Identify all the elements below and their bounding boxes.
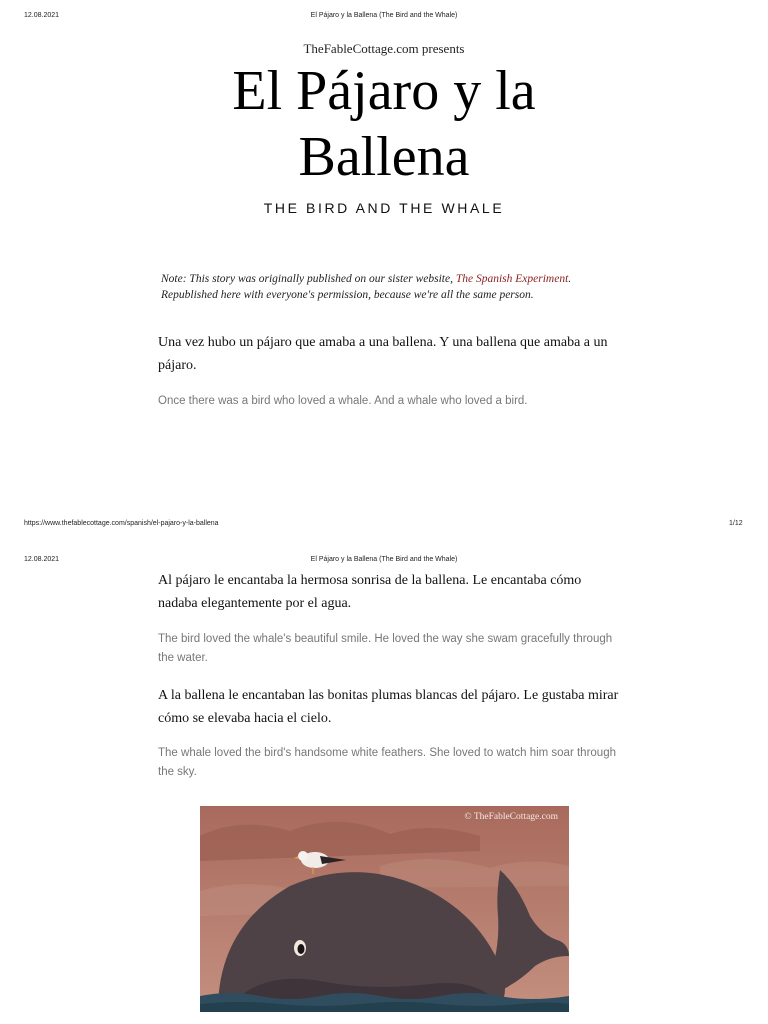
paragraph-spanish-2: Al pájaro le encantaba la hermosa sonrisa de la ballena. Le encantaba cómo nadaba elegantemente por el agua.: [158, 573, 582, 611]
note-prefix: Note: This story was originally published on our sister website,: [161, 273, 456, 285]
whale-and-bird-illustration: [200, 806, 569, 1012]
print-date-page-2: 12.08.2021: [24, 556, 60, 563]
paragraph-spanish-1: Una vez hubo un pájaro que amaba a una ballena. Y una ballena que amaba a un pájaro.: [158, 335, 608, 373]
image-watermark: © TheFableCottage.com: [464, 812, 558, 822]
print-title: El Pájaro y la Ballena (The Bird and the Whale): [310, 12, 458, 19]
footer-url: https://www.thefablecottage.com/spanish/el-pajaro-y-la-ballena: [24, 520, 219, 527]
page-title: [0, 58, 768, 190]
paragraph-spanish-3: A la ballena le encantaban las bonitas plumas blancas del pájaro. Le gustaba mirar cómo se elevaba hacia el cielo.: [158, 688, 619, 726]
paragraph-english-3: The whale loved the bird's handsome white feathers. She loved to watch him soar through the sky.: [158, 747, 616, 778]
print-date: 12.08.2021: [24, 12, 60, 19]
note-line-2: Republished here with everyone's permission, because we're all the same person.: [161, 289, 534, 301]
print-title-page-2: El Pájaro y la Ballena (The Bird and the Whale): [310, 556, 458, 563]
page-subtitle: THE BIRD AND THE WHALE: [263, 200, 505, 216]
presents-line: TheFableCottage.com presents: [303, 41, 465, 56]
whale-pupil-icon: [298, 944, 305, 954]
note-period: .: [568, 273, 572, 285]
paragraph-english-1: Once there was a bird who loved a whale. And a whale who loved a bird.: [158, 395, 528, 407]
illustration-svg: [200, 806, 569, 1012]
spanish-experiment-link[interactable]: The Spanish Experiment: [455, 273, 569, 285]
title-line-2: Ballena: [298, 126, 470, 188]
bird-head-icon: [298, 851, 308, 861]
publication-note: [161, 271, 621, 303]
footer-page-number: 1/12: [729, 520, 743, 527]
title-line-1: El Pájaro y la: [232, 60, 536, 122]
paragraph-english-2: The bird loved the whale's beautiful smile. He loved the way she swam gracefully through the water.: [158, 633, 613, 664]
